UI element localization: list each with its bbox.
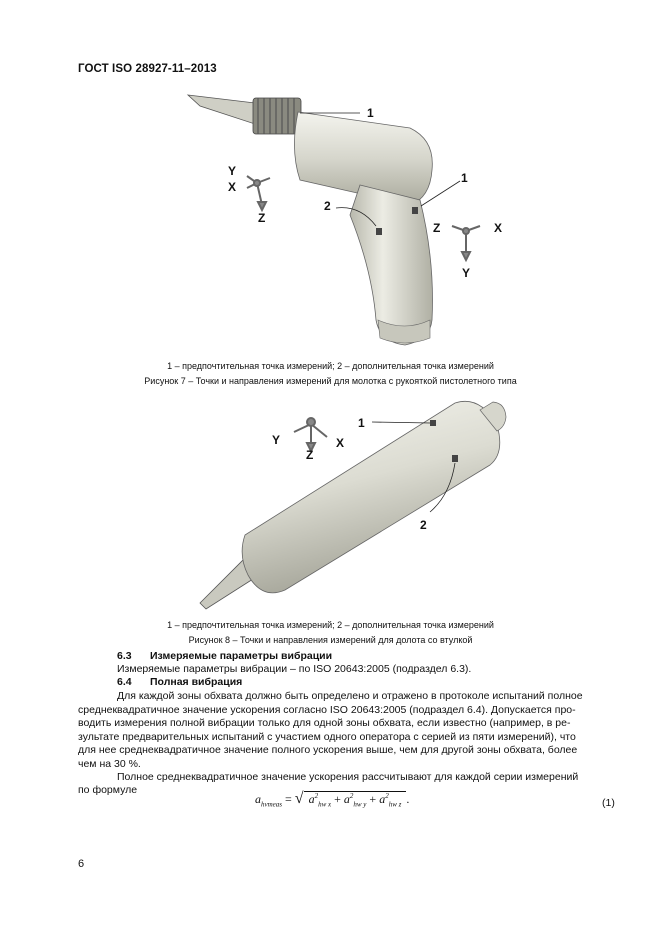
fig8-axis-z: Z: [306, 448, 314, 462]
section-6-4-line-4: зультате предварительных испытаний с участием одного оператора с серией из пяти измерений), что: [78, 731, 576, 743]
section-6-4-line-3: водить измерения полной вибрации только для одной зоны обхвата, если известно (например, в ре-: [78, 717, 571, 729]
figure-8-legend: 1 – предпочтительная точка измерений; 2 – дополнительная точка измерений: [167, 620, 494, 630]
document-header: ГОСТ ISO 28927-11–2013: [78, 63, 217, 75]
section-6-4-line-6: чем на 30 %.: [78, 758, 141, 770]
axes-right-icon: [452, 226, 480, 260]
section-6-4-title: Полная вибрация: [150, 676, 243, 688]
formula-number: (1): [602, 797, 615, 809]
pistol-grip: [350, 185, 433, 345]
section-6-4-line-2: среднеквадратичное значение ускорения согласно ISO 20643:2005 (подраздел 6.4). Допускается про-: [78, 704, 576, 716]
fig7-axis-x-left: X: [228, 180, 237, 194]
axes-left-icon: [247, 176, 270, 210]
formula-lhs: a: [255, 792, 261, 806]
fig7-axis-z-right: Z: [433, 221, 441, 235]
fig8-callout-2: 2: [420, 518, 427, 532]
formula-1: $a_{hvmeas}$ = √ $a^2_{hw x} + a^2_{hw y} + a^2_{hw z}$ .: [255, 790, 410, 809]
section-6-4-line-1: Для каждой зоны обхвата должно быть определено и отражено в протоколе испытаний полное: [117, 690, 583, 702]
section-6-4-line-5: для нее среднеквадратичное значение полного ускорения выше, чем для другой зоны обхвата, более: [78, 744, 578, 756]
section-6-3-text: Измеряемые параметры вибрации – по ISO 20643:2005 (подраздел 6.3).: [117, 663, 472, 675]
axes-icon: [294, 418, 327, 451]
fig7-callout-1-right: 1: [461, 171, 468, 185]
section-6-3-number: 6.3: [117, 650, 132, 662]
fig7-callout-2: 2: [324, 199, 331, 213]
fig8-axis-x: X: [336, 436, 345, 450]
measurement-point-1: [430, 420, 436, 426]
chisel-sleeve: [242, 401, 500, 593]
fig8-callout-1: 1: [358, 416, 365, 430]
page-number: 6: [78, 858, 85, 870]
section-6-4-number: 6.4: [117, 676, 132, 688]
fig8-axis-y: Y: [272, 433, 281, 447]
figure-8-drawing: [0, 395, 661, 610]
section-6-4-para2-line-1: Полное среднеквадратичное значение ускорения рассчитывают для каждой серии измерений: [117, 771, 579, 783]
section-6-3-title: Измеряемые параметры вибрации: [150, 650, 333, 662]
section-6-4-para2-line-2: по формуле: [78, 784, 138, 796]
figure-8-caption: Рисунок 8 – Точки и направления измерений для долота со втулкой: [188, 635, 473, 645]
fig7-axis-y-left: Y: [228, 164, 237, 178]
measurement-point-1: [412, 207, 418, 214]
formula-lhs-sub: hvmeas: [261, 800, 282, 809]
fig7-axis-z-left: Z: [258, 211, 266, 225]
measurement-point-2: [452, 455, 458, 462]
chisel-tip: [188, 95, 255, 124]
measurement-point-2: [376, 228, 382, 235]
figure-7-caption: Рисунок 7 – Точки и направления измерений для молотка с рукояткой пистолетного типа: [144, 376, 517, 386]
fig7-axis-y-right: Y: [462, 266, 471, 280]
fig7-axis-x-right: X: [494, 221, 503, 235]
figure-7-drawing: [0, 0, 661, 360]
fig7-callout-1-top: 1: [367, 106, 374, 120]
figure-7-legend: 1 – предпочтительная точка измерений; 2 – дополнительная точка измерений: [167, 361, 494, 371]
